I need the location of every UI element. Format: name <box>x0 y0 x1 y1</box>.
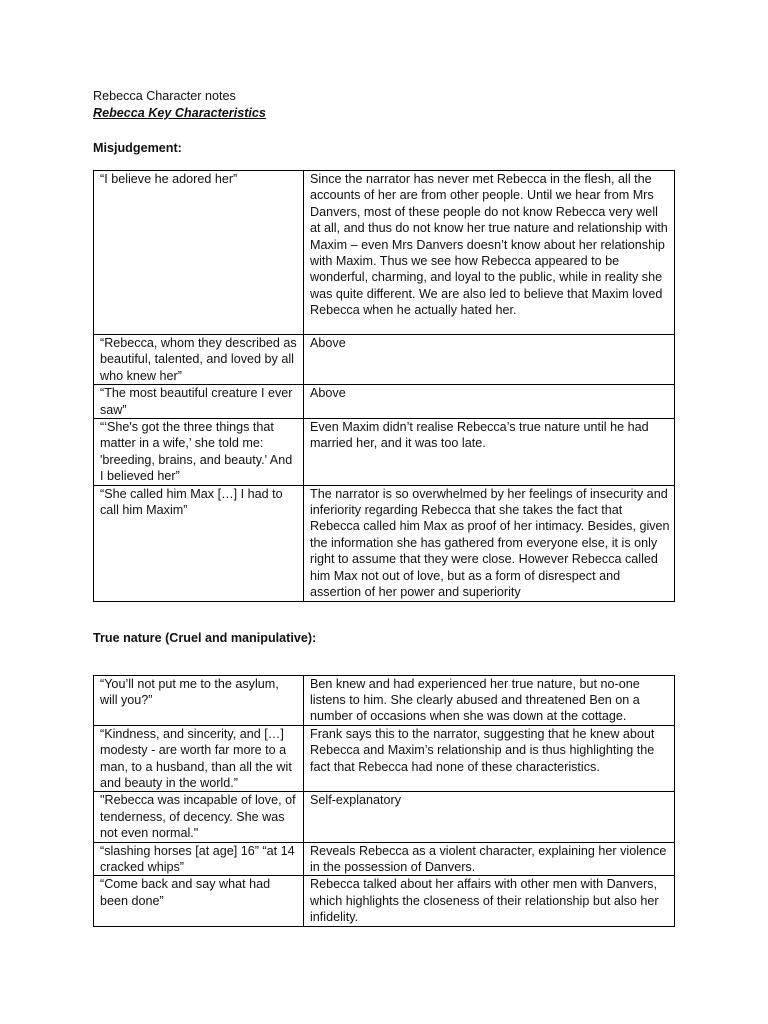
section-heading-misjudgement: Misjudgement: <box>93 141 182 155</box>
document-title: Rebecca Character notes <box>93 89 236 103</box>
spacer <box>93 602 676 630</box>
table-row <box>94 792 675 842</box>
document-page <box>93 88 676 927</box>
quote-cell: "Rebecca was incapable of love, of tenderness, of decency. She was not even normal." <box>94 792 304 842</box>
note-cell: Reveals Rebecca as a violent character, explaining her violence in the possession of Danvers. <box>304 842 675 876</box>
quote-cell: “Kindness, and sincerity, and […] modesty - are worth far more to a man, to a husband, than all the wit and beauty in the world.” <box>94 725 304 792</box>
table-row <box>94 675 675 725</box>
note-cell: Ben knew and had experienced her true nature, but no-one listens to him. She clearly abused and threatened Ben on a number of occasions when she was down at the cottage. <box>304 675 675 725</box>
table-row <box>94 876 675 926</box>
true-nature-table <box>93 675 675 927</box>
document-subtitle: Rebecca Key Characteristics <box>93 106 266 120</box>
note-cell: Since the narrator has never met Rebecca in the flesh, all the accounts of her are from other people. Until we hear from Mrs Danvers, most of these people do not know Rebecca very well at all, and thus do not know her true nature and relationship with Maxim – even Mrs Danvers doesn’t know about her relationship with Maxim. Thus we see how Rebecca appeared to be wonderful, charming, and loyal to the public, while in reality she was quite different. We are also led to believe that Maxim loved Rebecca when he actually hated her. <box>304 171 675 335</box>
table-row <box>94 385 675 419</box>
section-heading-true-nature: True nature (Cruel and manipulative): <box>93 630 317 645</box>
quote-cell: “She called him Max […] I had to call him Maxim” <box>94 485 304 601</box>
quote-cell: “Rebecca, whom they described as beautiful, talented, and loved by all who knew her” <box>94 335 304 385</box>
note-cell: Rebecca talked about her affairs with other men with Danvers, which highlights the closeness of their relationship but also her infidelity. <box>304 876 675 926</box>
note-cell: Above <box>304 335 675 385</box>
note-cell: The narrator is so overwhelmed by her feelings of insecurity and inferiority regarding Rebecca that she takes the fact that Rebecca called him Max as proof of her intimacy. Besides, given the information she has gathered from everyone else, it is only right to assume that they were close. However Rebecca called him Max not out of love, but as a form of disrespect and assertion of her power and superiority <box>304 485 675 601</box>
quote-cell: “I believe he adored her” <box>94 171 304 335</box>
quote-cell: “The most beautiful creature I ever saw” <box>94 385 304 419</box>
spacer <box>93 647 676 675</box>
table-row <box>94 419 675 486</box>
misjudgement-table <box>93 170 675 602</box>
note-cell: Even Maxim didn’t realise Rebecca’s true nature until he had married her, and it was too late. <box>304 419 675 486</box>
table-row <box>94 485 675 601</box>
spacer <box>93 122 676 140</box>
quote-cell: “‘She's got the three things that matter in a wife,’ she told me: 'breeding, brains, and beauty.' And I believed her” <box>94 419 304 486</box>
table-row <box>94 842 675 876</box>
quote-cell: “You’ll not put me to the asylum, will you?” <box>94 675 304 725</box>
spacer <box>93 157 676 170</box>
table-row <box>94 171 675 335</box>
quote-cell: “slashing horses [at age] 16” “at 14 cracked whips” <box>94 842 304 876</box>
note-cell: Above <box>304 385 675 419</box>
quote-cell: “Come back and say what had been done” <box>94 876 304 926</box>
table-row <box>94 335 675 385</box>
note-cell: Frank says this to the narrator, suggesting that he knew about Rebecca and Maxim’s relationship and is thus highlighting the fact that Rebecca had none of these characteristics. <box>304 725 675 792</box>
table-row <box>94 725 675 792</box>
note-cell: Self-explanatory <box>304 792 675 842</box>
